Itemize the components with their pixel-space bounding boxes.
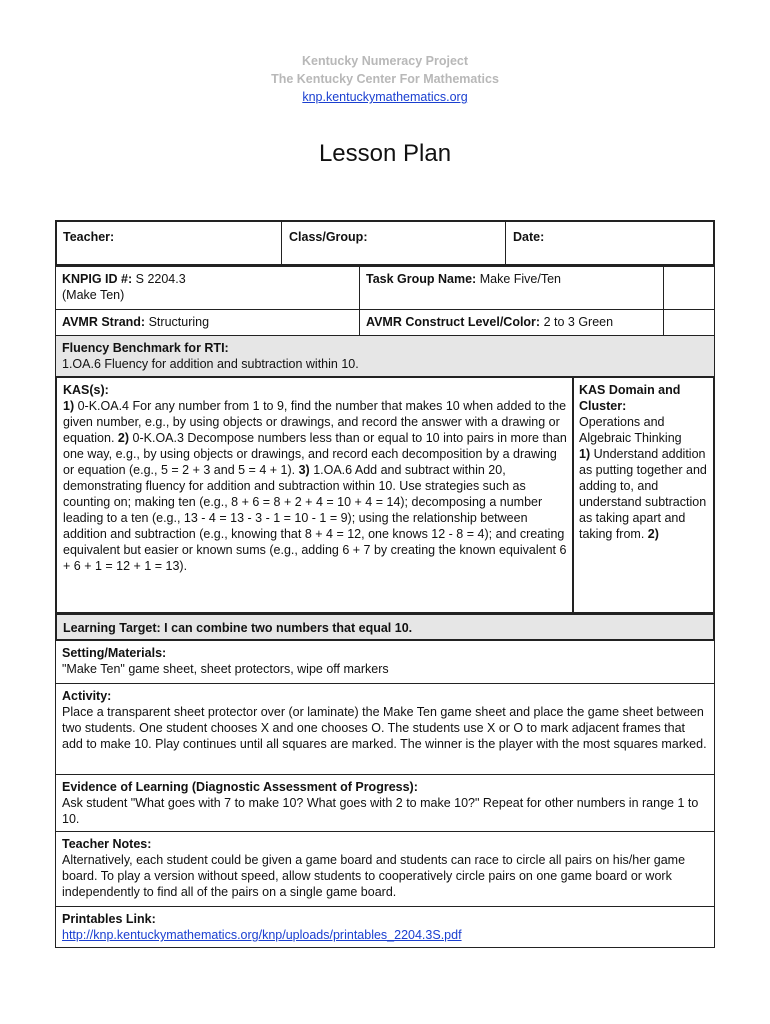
kas-domain-cell	[572, 376, 715, 614]
fluency-cell	[55, 335, 715, 377]
construct-label: AVMR Construct Level/Color:	[366, 315, 541, 329]
teacher-label: Teacher:	[63, 230, 115, 244]
activity-label: Activity:	[62, 689, 112, 703]
strand-value: Structuring	[148, 315, 210, 329]
construct-cell	[359, 309, 664, 336]
activity-cell	[55, 683, 715, 775]
kas-domain-detail: 1) Understand addition as putting together and adding to, and understand subtraction as taking apart and taking from. 2)	[579, 447, 707, 541]
kas-label: KAS(s):	[63, 383, 109, 397]
teacher-notes-cell	[55, 831, 715, 907]
evidence-label: Evidence of Learning (Diagnostic Assessment of Progress):	[62, 780, 418, 794]
materials-cell	[55, 640, 715, 684]
construct-value: 2 to 3 Green	[543, 315, 614, 329]
evidence-value: Ask student "What goes with 7 to make 10? What goes with 2 to make 10?" Repeat for other numbers in range 1 to 10.	[62, 796, 699, 826]
class-group-label: Class/Group:	[289, 230, 368, 244]
knpig-id-sub: (Make Ten)	[62, 288, 125, 302]
knpig-id-label: KNPIG ID #:	[62, 272, 133, 286]
task-group-label: Task Group Name:	[366, 272, 477, 286]
strand-cell	[55, 309, 360, 336]
date-label: Date:	[513, 230, 545, 244]
empty-cell	[663, 309, 715, 336]
divider	[505, 222, 506, 264]
org-name: Kentucky Numeracy Project	[301, 54, 469, 68]
kas-cell	[55, 376, 574, 614]
page-title: Lesson Plan	[318, 140, 452, 167]
org-subtitle: The Kentucky Center For Mathematics	[271, 72, 499, 86]
divider	[281, 222, 282, 264]
activity-value: Place a transparent sheet protector over (or laminate) the Make Ten game sheet and place the game sheet between two students. One student chooses X and one chooses O. The students use X or O to mark adjacent frames that add to make 10. Play continues until all squares are marked. The winner is the player with the most squares marked.	[62, 705, 707, 751]
empty-cell	[663, 266, 715, 310]
knpig-id-cell	[55, 266, 360, 310]
kas-domain-text: Operations and Algebraic Thinking	[579, 415, 682, 445]
teacher-notes-value: Alternatively, each student could be given a game board and students can race to circle all pairs on his/her game board. To play a version without speed, allow students to cooperatively circle pairs on one game board or work independently to find all of the pairs on a single game board.	[62, 853, 686, 899]
evidence-cell	[55, 774, 715, 832]
header-link[interactable]: knp.kentuckymathematics.org	[302, 90, 468, 104]
materials-label: Setting/Materials:	[62, 646, 167, 660]
teacher-notes-label: Teacher Notes:	[62, 837, 152, 851]
printables-link[interactable]: http://knp.kentuckymathematics.org/knp/uploads/printables_2204.3S.pdf	[62, 928, 462, 942]
knpig-id-value: S 2204.3	[135, 272, 186, 286]
page-header	[0, 52, 770, 106]
printables-label: Printables Link:	[62, 912, 156, 926]
printables-cell	[55, 906, 715, 948]
strand-label: AVMR Strand:	[62, 315, 146, 329]
fluency-value: 1.OA.6 Fluency for addition and subtraction within 10.	[62, 357, 359, 371]
fluency-label: Fluency Benchmark for RTI:	[62, 341, 229, 355]
kas-domain-label: KAS Domain and Cluster:	[579, 383, 681, 413]
task-group-cell	[359, 266, 664, 310]
learning-target: Learning Target: I can combine two numbers that equal 10.	[55, 613, 715, 641]
teacher-row	[55, 220, 715, 266]
task-group-value: Make Five/Ten	[479, 272, 561, 286]
kas-text: 1) 0-K.OA.4 For any number from 1 to 9, find the number that makes 10 when added to the given number, e.g., by using objects or drawings, and record the answer with a drawing or equation. 2) 0-K.OA.3 Decompose numbers less than or equal to 10 into pairs in more than one way, e.g., by using objects or drawings, and record each decomposition by a drawing or equation (e.g., 5 = 2 + 3 and 5 = 4 + 1). 3) 1.OA.6 Add and subtract within 20, demonstrating fluency for addition and subtraction within 10. Use strategies such as counting on; making ten (e.g., 8 + 6 = 8 + 2 + 4 = 10 + 4 = 14); decomposing a number leading to a ten (e.g., 13 - 4 = 13 - 3 - 1 = 10 - 1 = 9); using the relationship between addition and subtraction (e.g., knowing that 8 + 4 = 12, one knows 12 - 8 = 4); and creating equivalent but easier or known sums (e.g., adding 6 + 7 by creating the known equivalent 6 + 6 + 1 = 12 + 1 = 13).	[63, 399, 567, 573]
materials-value: "Make Ten" game sheet, sheet protectors, wipe off markers	[62, 662, 389, 676]
